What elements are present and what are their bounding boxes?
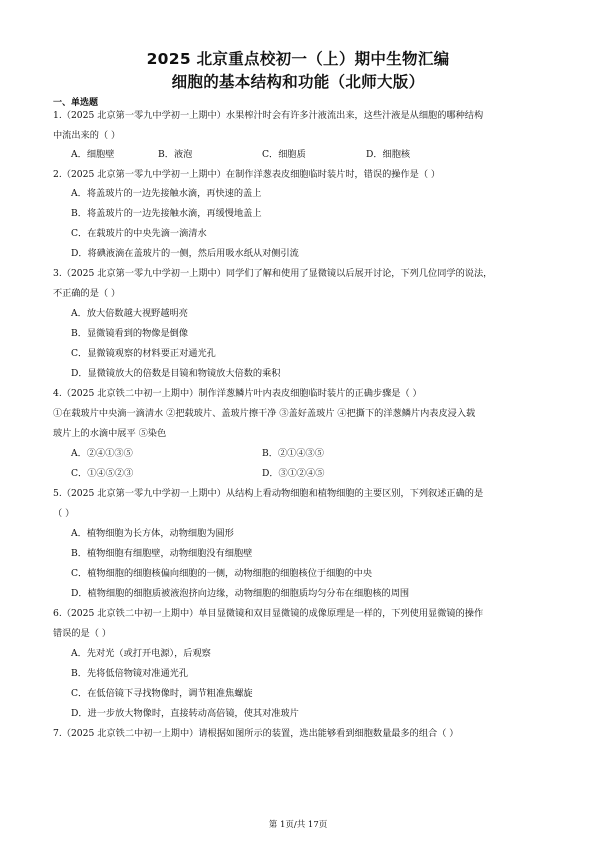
q5-stem-line-2: （ ） — [53, 508, 75, 519]
q1-option-c: C．细胞质 — [262, 149, 306, 160]
q5-option-a: A．植物细胞为长方体，动物细胞为圆形 — [71, 528, 234, 539]
q2-option-c: C．在载玻片的中央先滴一滴清水 — [71, 228, 207, 239]
q3-stem-line-2: 不正确的是（ ） — [53, 288, 121, 299]
q1-option-b: B．液泡 — [158, 149, 193, 160]
q6-option-d: D．进一步放大物像时，直接转动高倍镜，使其对准玻片 — [71, 708, 299, 719]
q3-option-b: B．显微镜看到的物像是倒像 — [71, 328, 189, 339]
q3-option-a: A．放大倍数越大视野越明亮 — [71, 308, 188, 319]
section-heading: 一、单选题 — [53, 98, 99, 108]
q4-stem-line-2: ①在载玻片中央滴一滴清水 ②把载玻片、盖玻片擦干净 ③盖好盖玻片 ④把撕下的洋葱鳞片内表皮浸入载 — [53, 408, 476, 419]
q3-stem-line-1: 3.（2025 北京第一零九中学初一上期中）同学们了解和使用了显微镜以后展开讨论，下列几位同学的说法， — [53, 268, 493, 279]
q4-option-a: A．②④①③⑤ — [71, 448, 133, 459]
q2-option-a: A．将盖玻片的一边先接触水滴，再快速的盖上 — [71, 188, 262, 199]
q7-stem-line-1: 7.（2025 北京铁二中初一上期中）请根据如图所示的装置，选出能够看到细胞数量最多的组合（ ） — [53, 728, 459, 739]
q5-option-c: C．植物细胞的细胞核偏向细胞的一侧，动物细胞的细胞核位于细胞的中央 — [71, 568, 373, 579]
q6-stem-line-2: 错误的是（ ） — [53, 628, 112, 639]
q1-option-d: D．细胞核 — [366, 149, 411, 160]
q4-stem-line-1: 4.（2025 北京铁二中初一上期中）制作洋葱鳞片叶内表皮细胞临时装片的正确步骤是（ ） — [53, 388, 422, 399]
q2-option-b: B．将盖玻片的一边先接触水滴，再缓慢地盖上 — [71, 208, 262, 219]
doc-title-line-1: 2025 北京重点校初一（上）期中生物汇编 — [146, 50, 450, 68]
q4-option-b: B．②①④③⑤ — [262, 448, 324, 459]
q6-option-a: A．先对光（或打开电源），后观察 — [71, 648, 211, 659]
q5-stem-line-1: 5.（2025 北京第一零九中学初一上期中）从结构上看动物细胞和植物细胞的主要区别，下列叙述正确的是 — [53, 488, 484, 499]
q6-stem-line-1: 6.（2025 北京铁二中初一上期中）单目显微镜和双目显微镜的成像原理是一样的，下列使用显微镜的操作 — [53, 608, 484, 619]
q4-stem-line-3: 玻片上的水滴中展平 ⑤染色 — [53, 428, 167, 439]
q6-option-b: B．先将低倍物镜对准通光孔 — [71, 668, 189, 679]
q1-stem-line-1: 1.（2025 北京第一零九中学初一上期中）水果榨汁时会有许多汁液流出来，这些汁液是从细胞的哪种结构 — [53, 110, 484, 121]
q1-stem-line-2: 中流出来的（ ） — [53, 130, 121, 141]
q5-option-d: D．植物细胞的细胞质被液泡挤向边缘，动物细胞的细胞质均匀分布在细胞核的周围 — [71, 588, 410, 599]
doc-title-line-2: 细胞的基本结构和功能（北师大版） — [171, 73, 425, 91]
q2-stem-line-1: 2.（2025 北京第一零九中学初一上期中）在制作洋葱表皮细胞临时装片时，错误的操作是（ ） — [53, 169, 441, 180]
q6-option-c: C．在低倍镜下寻找物像时，调节粗准焦螺旋 — [71, 688, 253, 699]
page-footer: 第 1页/共 17页 — [268, 820, 328, 830]
q3-option-d: D．显微镜放大的倍数是目镜和物镜放大倍数的乘积 — [71, 368, 281, 379]
q5-option-b: B．植物细胞有细胞壁，动物细胞没有细胞壁 — [71, 548, 253, 559]
q3-option-c: C．显微镜观察的材料要正对通光孔 — [71, 348, 216, 359]
q2-option-d: D．将碘液滴在盖玻片的一侧，然后用吸水纸从对侧引流 — [71, 248, 299, 259]
q4-option-d: D．③①②④⑤ — [262, 468, 325, 479]
q4-option-c: C．①④⑤②③ — [71, 468, 134, 479]
q1-option-a: A．细胞壁 — [71, 149, 115, 160]
